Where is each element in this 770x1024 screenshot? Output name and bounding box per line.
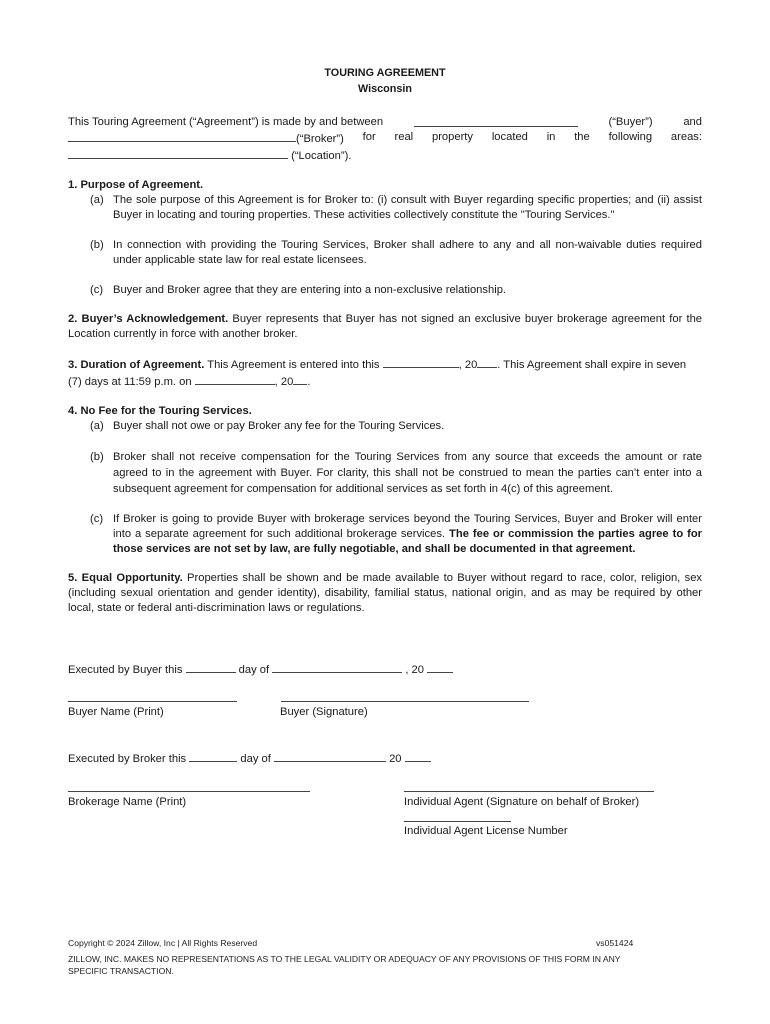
broker-day-blank[interactable] [189, 750, 237, 762]
document-body [68, 66, 702, 616]
footer-version: vs051424 [596, 938, 634, 948]
section-2 [68, 312, 702, 342]
entered-year-blank[interactable] [477, 356, 497, 368]
entered-date-blank[interactable] [383, 356, 459, 368]
item-label: (a) [90, 420, 104, 432]
section-3-text: , 20 [458, 359, 478, 371]
section-3-text: , 20 [274, 376, 294, 388]
item-text: The sole purpose of this Agreement is for Broker to: (i) consult with Buyer regarding specific properties; and (ii) assist Buyer in locating and touring properties. These activities collectively constitute the "Touring Services." [113, 194, 702, 221]
broker-month-blank[interactable] [274, 750, 386, 762]
buyer-executed-line [68, 661, 453, 676]
section-3 [68, 356, 702, 390]
buyer-blank[interactable] [414, 115, 578, 127]
intro-text: the [574, 131, 590, 143]
section-5 [68, 571, 702, 616]
intro-text: and [683, 116, 702, 128]
intro-text: (“Broker”) [296, 133, 344, 145]
item-text: If Broker is going to provide Buyer with brokerage services beyond the Touring Services, Buyer and Broker will enter into a separate agreement for such additional brokerage services. [113, 513, 702, 540]
signature-text: Executed by Buyer this [68, 664, 183, 676]
intro-text: (“Location”). [291, 150, 352, 162]
item-text: In connection with providing the Touring Services, Broker shall adhere to any and all non-waivable duties required under applicable state law for real estate licensees. [113, 239, 702, 266]
section-4c [90, 512, 702, 557]
footer-copyright: Copyright © 2024 Zillow, Inc | All Rights Reserved [68, 938, 258, 948]
buyer-day-blank[interactable] [186, 661, 236, 673]
item-text: Buyer shall not owe or pay Broker any fee for the Touring Services. [113, 420, 445, 432]
item-label: (c) [90, 284, 104, 296]
signature-text: , 20 [405, 664, 425, 676]
section-4-heading: 4. No Fee for the Touring Services. [68, 405, 252, 417]
intro-text: This Touring Agreement (“Agreement”) is made by and between [68, 116, 384, 128]
buyer-month-blank[interactable] [272, 661, 402, 673]
section-3-text: . This Agreement shall expire in seven (7) days at 11:59 p.m. on [68, 359, 687, 388]
buyer-signature-label: Buyer (Signature) [280, 706, 368, 718]
signature-text: 20 [389, 753, 402, 765]
section-4a [90, 419, 702, 434]
section-3-text: This Agreement is entered into this [207, 359, 380, 371]
intro-text: in [546, 131, 556, 143]
footer-disclaimer-1: ZILLOW, INC. MAKES NO REPRESENTATIONS AS TO THE LEGAL VALIDITY OR ADEQUACY OF ANY PROVISIONS OF THIS FORM IN ANY [68, 954, 621, 964]
item-text: Buyer and Broker agree that they are entering into a non-exclusive relationship. [113, 284, 507, 296]
section-5-text: Properties shall be shown and be made available to Buyer without regard to race, color, religion, sex (including sexual orientation and gender identity), disability, familial status, national origin, and as may be required by other local, state or federal anti-discrimination laws or regulations. [68, 572, 703, 614]
signature-text: Executed by Broker this [68, 753, 187, 765]
intro-text: property [431, 131, 474, 143]
item-label: (b) [90, 239, 104, 251]
section-1b [90, 238, 702, 268]
signature-text: day of [240, 753, 271, 765]
brokerage-name-line[interactable] [68, 790, 310, 792]
broker-year-blank[interactable] [405, 750, 431, 762]
location-blank[interactable] [68, 147, 288, 159]
section-2-text: Buyer represents that Buyer has not signed an exclusive buyer brokerage agreement for the Location currently in force with another broker. [68, 313, 703, 340]
intro-text: for [362, 131, 376, 143]
signature-text: day of [238, 664, 270, 676]
agent-signature-line[interactable] [404, 790, 654, 792]
buyer-name-line[interactable] [68, 700, 237, 702]
section-3-text: . [307, 376, 311, 388]
section-4b [90, 449, 702, 497]
buyer-signature-line[interactable] [281, 700, 529, 702]
item-text: Broker shall not receive compensation for the Touring Services from any source that exceeds the amount or rate agreed to in the agreement with Buyer. For clarity, this shall not be construed to mean the parties can’t enter into a subsequent agreement for compensation for additional services as set forth in 4(c) of this agreement. [113, 451, 702, 495]
agent-signature-label: Individual Agent (Signature on behalf of Broker) [404, 796, 640, 808]
intro-text: real [394, 131, 414, 143]
item-bold-text: The fee or commission the parties agree to for those services are not set by law, are fully negotiable, and shall be documented in that agreement. [113, 528, 703, 555]
intro-text: areas: [670, 131, 702, 143]
intro-text: following [608, 131, 653, 143]
agent-license-label: Individual Agent License Number [404, 825, 568, 837]
intro-text: located [491, 131, 528, 143]
broker-executed-line [68, 750, 431, 765]
expire-date-blank[interactable] [195, 373, 275, 385]
buyer-year-blank[interactable] [427, 661, 453, 673]
broker-blank[interactable] [68, 130, 296, 142]
document-title: TOURING AGREEMENT [324, 67, 446, 79]
agent-license-line[interactable] [404, 820, 511, 822]
footer-disclaimer-2: SPECIFIC TRANSACTION. [68, 966, 174, 976]
section-1a [90, 193, 702, 223]
item-label: (a) [90, 194, 104, 206]
buyer-name-label: Buyer Name (Print) [68, 706, 164, 718]
item-label: (c) [90, 513, 104, 525]
expire-year-blank[interactable] [293, 373, 307, 385]
section-1c [90, 283, 702, 298]
brokerage-name-label: Brokerage Name (Print) [68, 796, 187, 808]
document-subtitle: Wisconsin [358, 83, 412, 95]
item-label: (b) [90, 451, 104, 463]
intro-paragraph [68, 115, 702, 164]
section-3-heading: 3. Duration of Agreement. [68, 359, 205, 371]
section-5-heading: 5. Equal Opportunity. [68, 572, 183, 584]
section-2-heading: 2. Buyer’s Acknowledgement. [68, 313, 229, 325]
intro-text: (“Buyer”) [608, 116, 653, 128]
section-1-heading: 1. Purpose of Agreement. [68, 179, 204, 191]
